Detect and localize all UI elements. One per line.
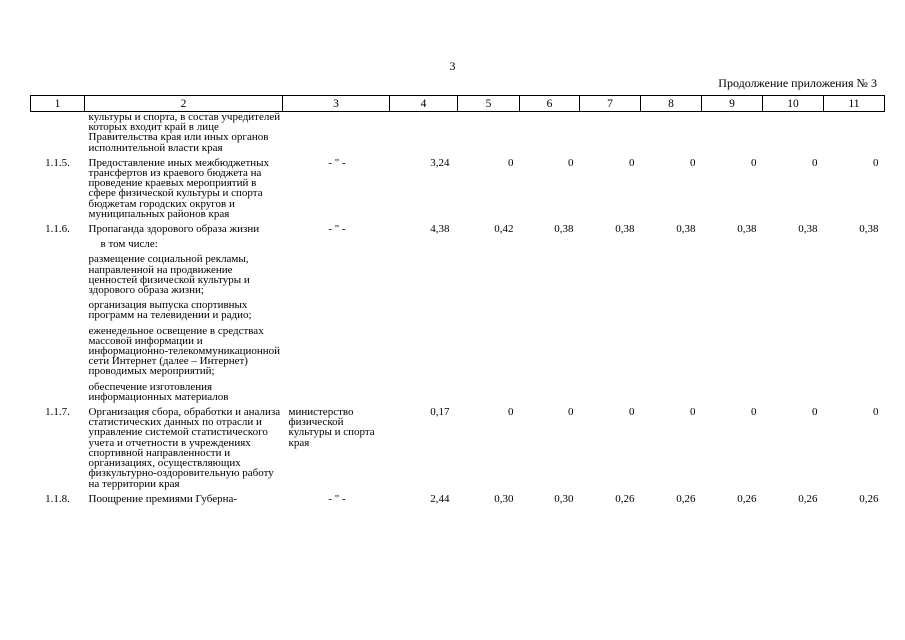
row-value: [702, 321, 763, 377]
row-name: обеспечение изготовления информационных материалов: [88, 380, 229, 403]
row-value: [520, 249, 580, 295]
row-value: [390, 321, 458, 377]
row-code: [31, 377, 85, 402]
row-value: 0: [751, 156, 757, 169]
row-value: [641, 295, 702, 320]
measures-table: [30, 95, 885, 504]
row-value: [520, 234, 580, 249]
row-name: культуры и спорта, в состав учредителей которых входит край в лице Правительства края или иных органов исполнительной власти края: [88, 111, 281, 154]
row-value: 0,30: [554, 492, 574, 505]
header-cell: 9: [702, 96, 763, 112]
row-value: 0: [873, 406, 879, 419]
header-cell: 10: [763, 96, 824, 112]
table-row: [31, 219, 885, 234]
row-value: [824, 295, 885, 320]
row-value: [390, 112, 458, 153]
row-code: [31, 234, 85, 249]
row-value: [763, 112, 824, 153]
row-value: 0,17: [430, 406, 450, 419]
row-name: еженедельное освещение в средствах массовой информации и информационно-телекоммуникационной сети Интернет (далее – Интернет) проводимых мероприятий;: [88, 324, 281, 378]
row-value: 0,26: [859, 492, 879, 505]
row-value: [580, 377, 641, 402]
row-value: [824, 377, 885, 402]
row-value: [458, 377, 520, 402]
row-value: [580, 321, 641, 377]
row-value: 0,38: [737, 223, 757, 236]
row-value: 3,24: [430, 156, 450, 169]
row-value: [702, 295, 763, 320]
row-value: 0,38: [859, 223, 879, 236]
row-value: 4,38: [430, 223, 450, 236]
row-code: 1.1.8.: [45, 492, 70, 505]
row-value: 0,42: [494, 223, 514, 236]
row-executor: министерство физической культуры и спорта края: [288, 406, 375, 449]
row-value: [763, 321, 824, 377]
row-value: [702, 234, 763, 249]
header-cell: 8: [641, 96, 702, 112]
row-value: [520, 377, 580, 402]
header-cell: 2: [85, 96, 283, 112]
row-value: [763, 234, 824, 249]
row-value: [824, 112, 885, 153]
table-row: [31, 489, 885, 504]
table-row: [31, 112, 885, 153]
column-number-header: [31, 96, 885, 112]
row-value: 0: [629, 156, 635, 169]
header-cell: 4: [390, 96, 458, 112]
row-value: [458, 295, 520, 320]
row-value: 0,30: [494, 492, 514, 505]
row-value: [458, 249, 520, 295]
row-value: [520, 321, 580, 377]
row-value: [520, 112, 580, 153]
row-value: 0: [751, 406, 757, 419]
row-value: [824, 249, 885, 295]
row-value: [641, 321, 702, 377]
row-value: 0,26: [615, 492, 635, 505]
row-executor: [283, 249, 390, 295]
table-row: [31, 249, 885, 295]
row-name: Пропаганда здорового образа жизни: [88, 223, 260, 236]
table-row: [31, 377, 885, 402]
row-value: [641, 249, 702, 295]
table-row: [31, 153, 885, 219]
row-executor: [283, 112, 390, 153]
header-cell: 6: [520, 96, 580, 112]
row-code: 1.1.6.: [45, 223, 70, 236]
row-value: 0: [568, 156, 574, 169]
header-cell: 5: [458, 96, 520, 112]
row-code: 1.1.7.: [45, 406, 70, 419]
row-executor: [283, 377, 390, 402]
row-value: [458, 234, 520, 249]
table-row: [31, 234, 885, 249]
row-value: [702, 249, 763, 295]
row-value: [520, 295, 580, 320]
row-value: 0: [873, 156, 879, 169]
appendix-continuation: Продолжение приложения № 3: [718, 76, 877, 90]
row-value: 0: [629, 406, 635, 419]
row-code: [31, 112, 85, 153]
header-cell: 11: [824, 96, 885, 112]
row-value: 2,44: [430, 492, 450, 505]
row-value: [824, 234, 885, 249]
row-name: организация выпуска спортивных программ на телевидении и радио;: [88, 299, 252, 322]
row-value: 0: [508, 406, 514, 419]
row-value: [702, 112, 763, 153]
row-value: [458, 112, 520, 153]
row-value: 0: [690, 156, 696, 169]
row-value: 0: [812, 156, 818, 169]
header-cell: 1: [31, 96, 85, 112]
row-code: 1.1.5.: [45, 156, 70, 169]
row-code: [31, 321, 85, 377]
row-value: [390, 249, 458, 295]
row-value: 0: [812, 406, 818, 419]
row-value: [702, 377, 763, 402]
row-executor: [283, 321, 390, 377]
row-value: [390, 377, 458, 402]
row-value: 0,38: [798, 223, 818, 236]
row-value: [390, 234, 458, 249]
row-value: [390, 295, 458, 320]
row-name: в том числе:: [100, 238, 158, 251]
page-number: 3: [449, 59, 456, 73]
row-value: [580, 112, 641, 153]
row-value: [580, 295, 641, 320]
row-value: 0: [690, 406, 696, 419]
row-value: 0,38: [615, 223, 635, 236]
row-value: [763, 377, 824, 402]
row-value: [580, 234, 641, 249]
row-value: 0,26: [737, 492, 757, 505]
header-cell: 7: [580, 96, 641, 112]
row-value: [580, 249, 641, 295]
row-executor: - " -: [328, 156, 346, 169]
row-value: [763, 295, 824, 320]
row-name: Поощрение премиями Губерна-: [88, 492, 238, 505]
row-value: 0,38: [676, 223, 696, 236]
table-row: [31, 295, 885, 320]
row-name: размещение социальной рекламы, направленной на продвижение ценностей физической культуры и здорового образа жизни;: [88, 253, 250, 297]
row-value: [641, 377, 702, 402]
row-executor: - " -: [328, 492, 346, 505]
table-row: [31, 321, 885, 377]
header-cell: 3: [283, 96, 390, 112]
row-name: Предоставление иных межбюджетных трансфертов из краевого бюджета на проведение краевых мероприятий в сфере физической культуры и спорта бюджетам городских округов и муниципальных районов края: [88, 156, 270, 220]
row-executor: [283, 234, 390, 249]
row-value: [458, 321, 520, 377]
table-row: [31, 402, 885, 489]
row-executor: [283, 295, 390, 320]
row-executor: - " -: [328, 223, 346, 236]
row-value: 0,26: [798, 492, 818, 505]
row-code: [31, 249, 85, 295]
row-value: [641, 112, 702, 153]
row-value: [763, 249, 824, 295]
row-name: Организация сбора, обработки и анализа статистических данных по отрасли и управление системой статистического учета и отчетности в учреждениях спортивной направленности и организациях, осуществляющих физкультурно-оздоровительную работу на территории края: [88, 406, 281, 490]
row-value: 0,38: [554, 223, 574, 236]
row-value: [641, 234, 702, 249]
row-value: 0,26: [676, 492, 696, 505]
row-code: [31, 295, 85, 320]
row-value: [824, 321, 885, 377]
row-value: 0: [508, 156, 514, 169]
row-value: 0: [568, 406, 574, 419]
